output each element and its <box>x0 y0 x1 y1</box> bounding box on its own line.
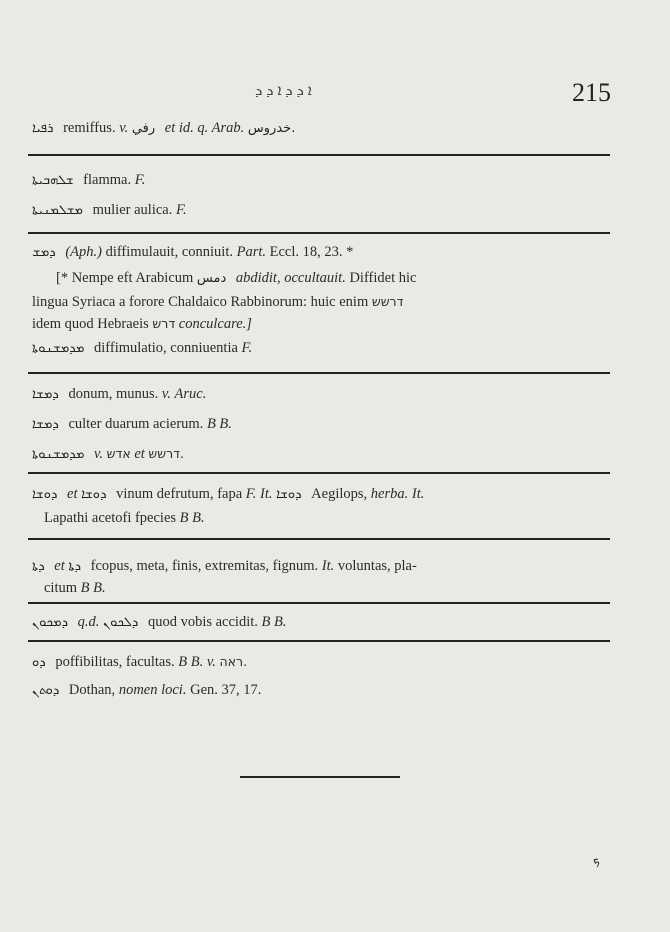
source-abbrev: B B. <box>179 510 205 526</box>
entry-line <box>44 580 106 597</box>
syriac-headword: ܕܬܐ <box>32 559 45 574</box>
definition: Aegilops, <box>311 486 368 502</box>
syriac-headword: ܕܘܫܐ <box>32 487 58 502</box>
syriac-headword: ܕܡܫܐ <box>32 417 59 432</box>
note-text: Diffidet hic <box>349 270 417 286</box>
hebrew-word: דרשש. <box>148 446 184 461</box>
item-label: It. <box>321 558 335 574</box>
syriac-headword: ܕܘܬܢ <box>32 683 60 698</box>
note-text: lingua Syriaca a forore Chaldaico Rabbinorum: huic enim <box>32 294 369 310</box>
running-head: ܐ ܕ ܕ ܐ ܕ ܕ <box>255 83 312 99</box>
part-label: Part. <box>236 244 267 260</box>
definition: Dothan, <box>68 682 116 698</box>
entry-line <box>32 244 353 261</box>
entry-line <box>44 510 205 527</box>
citation: Eccl. 18, 23. * <box>269 244 354 260</box>
ref-abbrev: v. <box>119 120 129 136</box>
conjunction: et <box>134 446 145 462</box>
note-text: [* Nempe eft Arabicum <box>56 270 194 286</box>
section-rule <box>28 602 610 604</box>
source-abbrev: B B. <box>80 580 106 596</box>
section-rule <box>28 372 610 374</box>
syriac-headword: ܡܕܡܫܢܘܬܐ <box>32 341 85 356</box>
definition: culter duarum acierum. <box>68 416 204 432</box>
gloss: abdidit, occultauit. <box>235 270 346 286</box>
entry-line <box>32 386 206 403</box>
item-label: It. <box>411 486 425 502</box>
hebrew-word: דרשש <box>371 294 404 309</box>
source-abbrev: B B. <box>178 654 204 670</box>
end-rule <box>240 776 400 778</box>
section-rule <box>28 154 610 156</box>
definition: diffimulatio, conniuentia <box>94 340 238 356</box>
item-label: It. <box>260 486 273 502</box>
definition: vinum defrutum, fapa <box>116 486 243 502</box>
definition: citum <box>44 580 78 596</box>
ref-text: et id. q. Arab. <box>164 120 245 136</box>
citation: Aruc. <box>174 386 207 402</box>
section-rule <box>28 232 610 234</box>
syriac-headword: ܪܦܝܐ <box>32 121 54 136</box>
gloss: nomen loci. <box>118 682 187 698</box>
entry-line <box>32 682 261 699</box>
note-line <box>32 294 403 311</box>
definition: diffimulauit, conniuit. <box>105 244 233 260</box>
entry-line <box>32 486 424 503</box>
definition: poffibilitas, facultas. <box>55 654 175 670</box>
signature-mark: ܟ <box>593 852 600 867</box>
hebrew-word: ראה. <box>219 654 248 669</box>
definition: fcopus, meta, finis, extremitas, fignum. <box>90 558 319 574</box>
section-rule <box>28 640 610 642</box>
definition: Lapathi acetofi fpecies <box>44 510 177 526</box>
stem-label: (Aph.) <box>65 244 102 260</box>
entry-line <box>32 446 184 463</box>
definition: donum, munus. <box>68 386 159 402</box>
source-abbrev: B B. <box>206 416 232 432</box>
conjunction: et <box>54 558 65 574</box>
definition: voluntas, pla- <box>337 558 417 574</box>
gloss: herba. <box>370 486 409 502</box>
syriac-headword: ܡܫܠܡܢܝܬܐ <box>32 203 83 218</box>
syriac-variant: ܕܘܫܐ <box>81 487 107 502</box>
definition: flamma. <box>83 172 132 188</box>
syriac-headword: ܕܡܫ <box>32 245 56 260</box>
entry-line <box>32 172 145 189</box>
syriac-headword: ܕܡܟܘܢ <box>32 615 68 630</box>
definition: remiffus. <box>63 120 116 136</box>
entry-line <box>32 202 187 219</box>
entry-line <box>32 340 252 357</box>
source-abbrev: F. <box>245 486 257 502</box>
definition: quod vobis accidit. <box>147 614 258 630</box>
arabic-word: دمس <box>196 271 227 286</box>
source-abbrev: B B. <box>261 614 287 630</box>
note-line <box>56 270 416 287</box>
page-number: 215 <box>572 78 611 107</box>
ref-abbrev: q.d. <box>77 614 100 630</box>
arabic-word: خدروس. <box>247 121 296 136</box>
note-line <box>32 316 252 333</box>
syriac-headword: ܕܡܫܐ <box>32 387 59 402</box>
entry-line <box>32 120 301 137</box>
syriac-headword: ܕܘ <box>32 655 46 670</box>
hebrew-word: אדש <box>106 446 131 461</box>
ref-abbrev: v. <box>94 446 104 462</box>
gloss: conculcare.] <box>178 316 252 332</box>
conjunction: et <box>67 486 78 502</box>
entry-line <box>32 654 247 671</box>
syriac-variant: ܕܘܫܐ <box>276 487 302 502</box>
syriac-headword: ܡܕܡܫܢܘܬܐ <box>32 447 85 462</box>
syriac-variant: ܕܬܐ <box>68 559 81 574</box>
definition: mulier aulica. <box>92 202 173 218</box>
entry-line <box>32 614 286 631</box>
ref-abbrev: v. <box>161 386 171 402</box>
syriac-variant: ܕܠܟܘܢ <box>103 615 139 630</box>
section-rule <box>28 472 610 474</box>
source-abbrev: F. <box>175 202 187 218</box>
syriac-headword: ܫܠܗܒܝܬܐ <box>32 173 74 188</box>
section-rule <box>28 538 610 540</box>
entry-line <box>32 558 417 575</box>
arabic-word: رفي <box>131 121 156 136</box>
citation: Gen. 37, 17. <box>190 682 262 698</box>
ref-abbrev: v. <box>206 654 216 670</box>
hebrew-word: דרש <box>152 316 176 331</box>
source-abbrev: F. <box>241 340 253 356</box>
note-text: idem quod Hebraeis <box>32 316 149 332</box>
source-abbrev: F. <box>134 172 146 188</box>
entry-line <box>32 416 232 433</box>
